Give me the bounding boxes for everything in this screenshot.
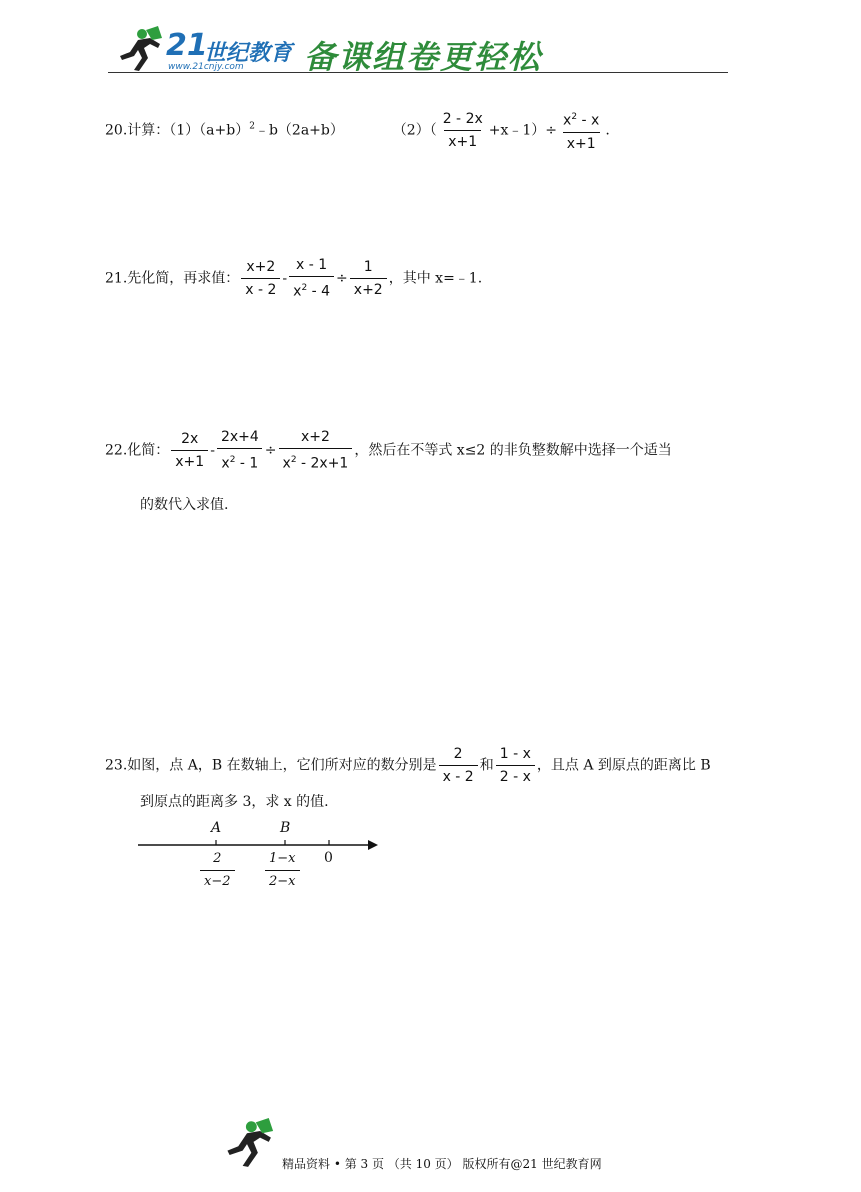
question-21 (105, 256, 482, 301)
origin-label: 0 (324, 850, 333, 866)
point-a-label: A (211, 820, 222, 836)
q23-line-2: 到原点的距离多 3，求 x 的值. (140, 794, 329, 810)
question-23 (105, 745, 711, 786)
q21-fraction-3: $\frac{1}{x+2}$ (350, 258, 387, 299)
question-20 (105, 108, 610, 153)
runner-logo-icon (112, 26, 164, 72)
q21-fraction-2: $\frac{x - 1}{x^2 - 4}$ (289, 256, 334, 301)
q21-suffix: ，其中 x=﹣1. (388, 270, 483, 287)
q21-operator-1: - (282, 270, 288, 287)
q21-fraction-1: $\frac{x+2}{x - 2}$ (241, 258, 280, 299)
q22-prefix: 22.化简： (105, 442, 170, 459)
q21-operator-2: ÷ (336, 270, 348, 287)
brand-url: www.21cnjy.com (168, 62, 244, 72)
header-slogan: 备课组卷更轻松 (304, 38, 543, 76)
number-line-axis (136, 818, 386, 898)
q21-prefix: 21.先化简，再求值： (105, 270, 240, 287)
footer-runner-icon (218, 1118, 276, 1168)
q20-part2-label: （2）（ (392, 122, 437, 139)
q22-operator-2: ÷ (264, 442, 277, 459)
q23-fraction-1: $\frac{2}{x - 2}$ (439, 745, 478, 786)
q20-prefix: 20.计算：（1）（a+b） (105, 122, 250, 139)
point-a-value: $\frac{2}{x-2}$ (200, 850, 235, 891)
question-22 (105, 428, 672, 473)
q22-suffix: ，然后在不等式 x≤2 的非负整数解中选择一个适当 (354, 442, 672, 459)
q20-fraction-1: $\frac{2 - 2x}{x+1}$ (442, 110, 483, 150)
header-divider (108, 72, 728, 73)
q23-prefix: 23.如图，点 A，B 在数轴上，它们所对应的数分别是 (105, 757, 437, 774)
point-b-value: $\frac{1-x}{2-x}$ (265, 850, 300, 891)
brand-name: 世纪教育 (204, 41, 293, 66)
q22-line-2: 的数代入求值. (140, 497, 229, 513)
q20-exponent: 2 (249, 121, 255, 132)
q22-operator-1: - (210, 442, 215, 459)
q23-fraction-2: $\frac{1 - x}{2 - x}$ (496, 745, 535, 786)
footer-text: 精品资料 • 第 3 页 （共 10 页） 版权所有@21 世纪教育网 (282, 1157, 602, 1171)
q20-after-exp: ﹣b（2a+b） (254, 122, 344, 139)
brand-number: 21 (166, 28, 208, 63)
q20-fraction-2: $\frac{x^2 - x}{x+1}$ (563, 112, 600, 152)
q22-fraction-2: $\frac{2x+4}{x^2 - 1}$ (217, 428, 263, 473)
q23-suffix: ，且点 A 到原点的距离比 B (536, 757, 711, 774)
number-line-figure (136, 818, 386, 898)
q22-fraction-3: $\frac{x+2}{x^2 - 2x+1}$ (279, 428, 353, 473)
point-b-label: B (280, 820, 291, 836)
q20-mid: +x﹣1）÷ (488, 122, 558, 139)
q22-fraction-1: $\frac{2x}{x+1}$ (171, 430, 208, 471)
page-header (108, 24, 728, 74)
q20-end: . (605, 122, 610, 139)
q23-and: 和 (479, 757, 494, 774)
